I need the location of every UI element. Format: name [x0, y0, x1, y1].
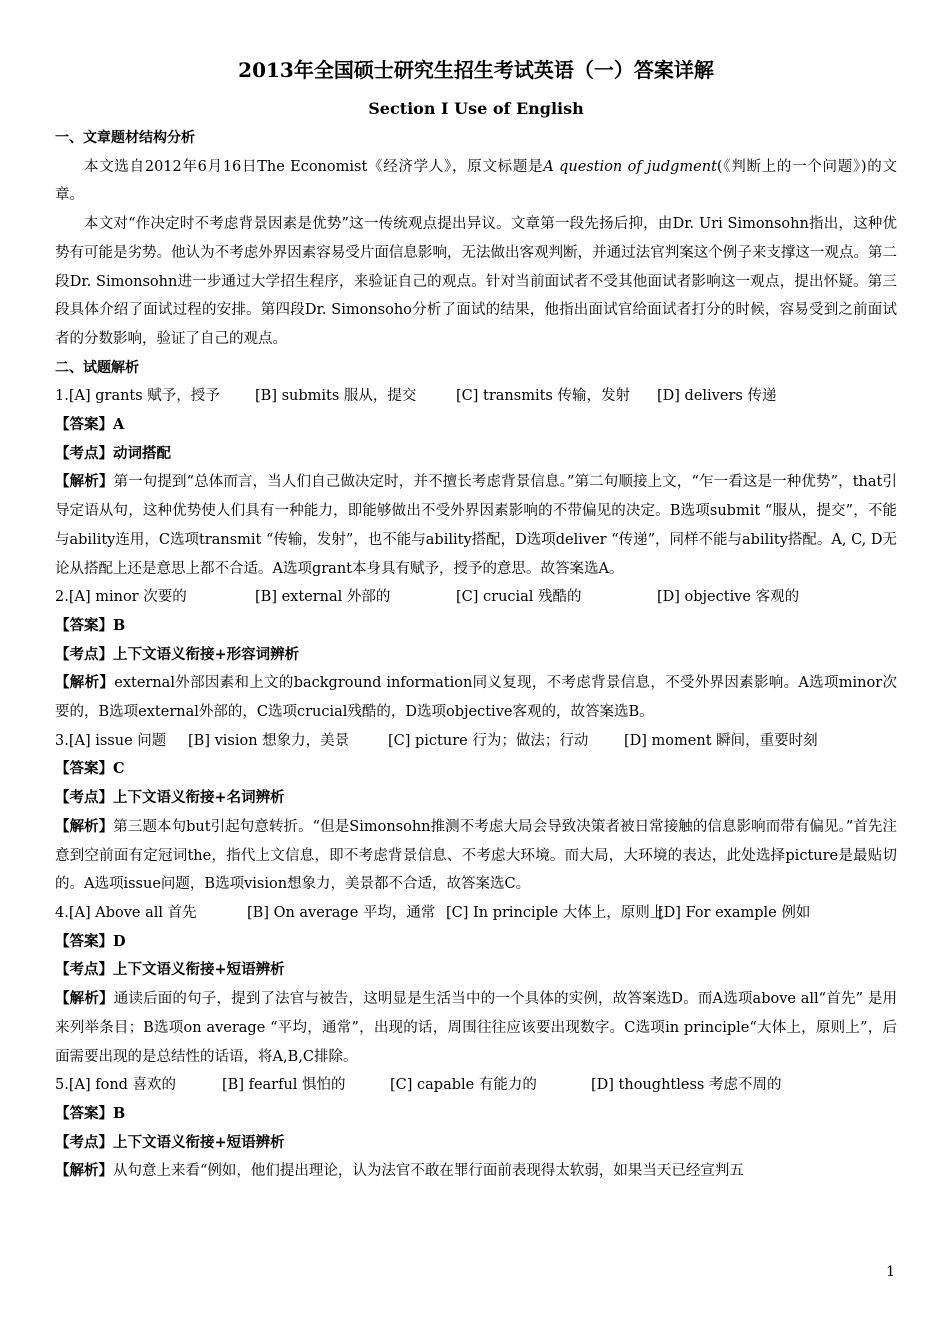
point-tag: 【考点】: [55, 789, 113, 807]
option-d: [D] For example 例如: [658, 904, 811, 921]
answer-value: B: [113, 616, 126, 634]
answer-value: D: [113, 932, 126, 950]
option-c: [C] In principle 大体上，原则上: [446, 904, 665, 921]
structure-paragraph: 本文对“作决定时不考虑背景因素是优势”这一传统观点提出异议。文章第一段先扬后抑，由Dr. Uri Simonsohn指出，这种优势有可能是劣势。他认为不考虑外界因素容易受片面信息影响，无法做出客观判断，并通过法官判案这个例子来支撑这一观点。第二段Dr. Simonsohn进一步通过大学招生程序，来验证自己的观点。针对当前面试者不受其他面试者影响这一观点，提出怀疑。第三段具体介绍了面试过程的安排。第四段Dr. Simonsoho分析了面试的结果，他指出面试官给面试者打分的时候，容易受到之前面试者的分数影响，验证了自己的观点。: [55, 216, 897, 347]
intro-text: 本文选自2012年6月16日The Economist《经济学人》，原文标题是: [84, 158, 544, 175]
explanation-tag: 【解析】: [55, 473, 114, 491]
document-page: [55, 56, 897, 1186]
question-options: [55, 727, 897, 756]
point-line: [55, 784, 897, 813]
explanation-text: 第三题本句but引起句意转折。“但是Simonsohn推测不考虑大局会导致决策者被日常接触的信息影响而带有偏见。”首先注意到空前面有定冠词the，指代上文信息，即不考虑背景信息、不考虑大环境。而大局，大环境的表达，此处选择picture是最贴切的。A选项issue问题，B选项vision想象力，美景都不合适，故答案选C。: [55, 818, 898, 893]
explanation-tag: 【解析】: [55, 817, 114, 835]
answer-tag: 【答案】: [55, 932, 113, 950]
explanation-text: 第一句提到“总体而言，当人们自己做决定时，并不擅长考虑背景信息。”第二句顺接上文，“乍一看这是一种优势”，that引导定语从句，这种优势使人们具有一种能力，即能够做出不受外界因素影响的不带偏见的决定。B选项submit “服从，提交”，不能与ability连用，C选项transmit “传输，发射”，也不能与ability搭配，D选项deliver “传递”，同样不能与ability搭配。A, C, D无论从搭配上还是意思上都不合适。A选项grant本身具有赋予，授予的意思。故答案选A。: [55, 474, 898, 577]
option-c: [C] transmits 传输，发射: [456, 388, 630, 405]
option-d: [D] delivers 传递: [657, 388, 777, 405]
section-heading-analysis: 一、文章题材结构分析: [55, 130, 195, 146]
option-a: 1.[A] grants 赋予，授予: [55, 388, 220, 405]
explanation: [55, 985, 897, 1071]
option-a: 4.[A] Above all 首先: [55, 904, 197, 921]
page-number: 1: [886, 1264, 895, 1280]
article-title: A question of judgment: [543, 158, 717, 175]
point-line: [55, 641, 897, 670]
answer-tag: 【答案】: [55, 760, 113, 778]
explanation-text: 通读后面的句子，提到了法官与被告，这明显是生活当中的一个具体的实例，故答案选D。而A选项above all“首先” 是用来列举条目；B选项on average “平均，通常”，出现的话，周围往往应该要出现数字。C选项in principle“大体上，原则上”，后面需要出现的是总结性的话语，将A,B,C排除。: [55, 991, 898, 1065]
point-value: 上下文语义衔接+名词辨析: [113, 789, 285, 807]
point-line: [55, 1129, 897, 1158]
answer-line: [55, 612, 897, 641]
point-value: 动词搭配: [113, 444, 171, 462]
point-tag: 【考点】: [55, 1133, 113, 1151]
option-b: [B] On average 平均，通常: [247, 904, 436, 921]
option-a: 3.[A] issue 问题: [55, 732, 167, 749]
document-title: 2013年全国硕士研究生招生考试英语（一）答案详解: [238, 58, 714, 82]
explanation-text: external外部因素和上文的background information同义复现，不考虑背景信息，不受外界因素影响。A选项minor次要的，B选项external外部的，C选项crucial残酷的，D选项objective客观的，故答案选B。: [55, 675, 897, 721]
answer-value: A: [113, 416, 125, 434]
answer-line: [55, 411, 897, 440]
point-tag: 【考点】: [55, 444, 113, 462]
option-c: [C] picture 行为；做法；行动: [388, 732, 589, 749]
option-a: 5.[A] fond 喜欢的: [55, 1077, 177, 1094]
answer-value: C: [113, 760, 125, 778]
point-tag: 【考点】: [55, 961, 113, 979]
option-b: [B] submits 服从，提交: [255, 388, 417, 405]
explanation-tag: 【解析】: [55, 990, 114, 1008]
option-c: [C] capable 有能力的: [390, 1077, 537, 1094]
intro-text-tail: (《判断上的一个问题》)的文章。: [55, 158, 897, 204]
point-line: [55, 956, 897, 985]
explanation-tag: 【解析】: [55, 674, 115, 692]
option-a: 2.[A] minor 次要的: [55, 589, 187, 606]
answer-line: [55, 755, 897, 784]
explanation: [55, 669, 897, 726]
explanation: [55, 468, 897, 583]
question-options: [55, 1071, 897, 1100]
answer-tag: 【答案】: [55, 616, 113, 634]
option-c: [C] crucial 残酷的: [456, 589, 582, 606]
point-tag: 【考点】: [55, 645, 113, 663]
answer-line: [55, 1100, 897, 1129]
section-heading-questions: 二、试题解析: [55, 359, 139, 376]
point-line: [55, 440, 897, 469]
answer-tag: 【答案】: [55, 1104, 113, 1122]
question-options: [55, 583, 897, 612]
point-value: 上下文语义衔接+短语辨析: [113, 1133, 285, 1151]
explanation-tag: 【解析】: [55, 1162, 113, 1180]
intro-paragraph: [55, 153, 897, 210]
explanation: [55, 813, 897, 899]
answer-tag: 【答案】: [55, 416, 113, 434]
option-b: [B] fearful 惧怕的: [222, 1077, 346, 1094]
answer-value: B: [113, 1104, 126, 1122]
explanation-text: 从句意上来看“例如，他们提出理论，认为法官不敢在罪行面前表现得太软弱，如果当天已经宣判五: [113, 1163, 744, 1180]
option-d: [D] objective 客观的: [657, 589, 800, 606]
question-options: [55, 899, 897, 928]
point-value: 上下文语义衔接+短语辨析: [113, 961, 285, 979]
point-value: 上下文语义衔接+形容词辨析: [113, 645, 300, 663]
explanation: [55, 1157, 897, 1186]
option-d: [D] moment 瞬间，重要时刻: [624, 732, 818, 749]
section-title: Section I Use of English: [368, 99, 584, 118]
option-d: [D] thoughtless 考虑不周的: [591, 1077, 782, 1094]
answer-line: [55, 928, 897, 957]
option-b: [B] vision 想象力，美景: [188, 732, 350, 749]
question-options: [55, 382, 897, 411]
option-b: [B] external 外部的: [255, 589, 391, 606]
